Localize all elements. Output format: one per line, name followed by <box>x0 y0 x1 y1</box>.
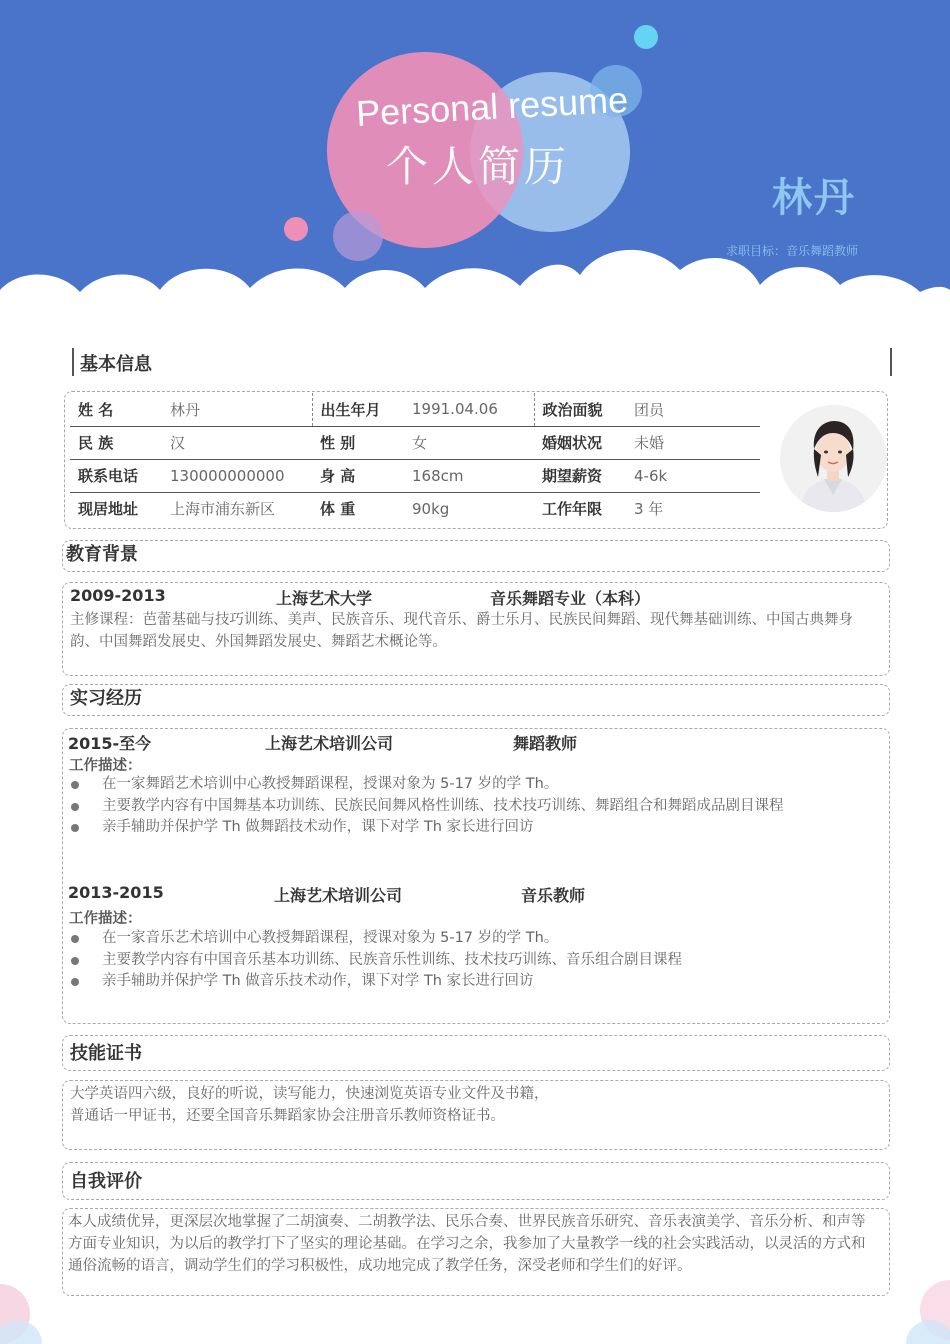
info-value: 未婚 <box>634 434 665 452</box>
job-position: 音乐教师 <box>521 886 586 905</box>
education-period: 2009-2013 <box>70 586 166 605</box>
cyan-dot <box>634 25 658 49</box>
basic-left-bar <box>72 348 74 376</box>
job-desc-list <box>70 928 682 993</box>
info-value: 汉 <box>170 434 186 452</box>
self-eval-text: 本人成绩优异，更深层次地掌握了二胡演奏、二胡教学法、民乐合奏、世界民族音乐研究、音乐表演美学、音乐分析、和声等方面专业知识，为以后的教学打下了坚实的理论基础。在学习之余，我参加了大量教学一线的社会实践活动，以灵活的方式和通俗流畅的语言，调动学生们的学习积极性，成功地完成了教学任务，深受老师和学生们的好评。 <box>68 1214 866 1274</box>
info-value: 168cm <box>412 466 464 485</box>
info-row <box>70 393 760 426</box>
education-major: 音乐舞蹈专业（本科） <box>490 589 651 608</box>
job-company: 上海艺术培训公司 <box>265 734 394 753</box>
skills-title: 技能证书 <box>70 1043 142 1064</box>
info-value: 1991.04.06 <box>404 393 534 426</box>
self-eval-title: 自我评价 <box>70 1171 142 1192</box>
job-desc-list <box>70 774 784 839</box>
job-desc-label: 工作描述： <box>69 911 142 927</box>
info-value: 3 年 <box>634 500 664 519</box>
info-label: 期望薪资 <box>542 467 603 485</box>
list-item: 主要教学内容有中国舞基本功训练、民族民间舞风格性训练、技术技巧训练、舞蹈组合和舞蹈成品剧目课程 <box>70 796 784 818</box>
info-label: 民 族 <box>78 434 114 452</box>
info-label: 身 高 <box>320 467 356 485</box>
info-label: 工作年限 <box>542 500 603 519</box>
list-item: 主要教学内容有中国音乐基本功训练、民族音乐性训练、技术技巧训练、音乐组合剧目课程 <box>70 950 682 972</box>
skills-line: 普通话一甲证书，还要全国音乐舞蹈家协会注册音乐教师资格证书。 <box>70 1108 505 1124</box>
decorative-bubbles <box>0 1280 950 1344</box>
info-value: 女 <box>412 434 428 452</box>
job-period: 2015-至今 <box>68 734 152 753</box>
info-value: 4-6k <box>634 466 668 485</box>
basic-info-title: 基本信息 <box>80 354 152 375</box>
skills-title-box <box>62 1035 890 1071</box>
info-label: 政治面貌 <box>542 400 603 419</box>
info-row <box>70 459 760 492</box>
education-school: 上海艺术大学 <box>276 589 373 608</box>
info-label: 体 重 <box>320 500 356 519</box>
info-value: 林丹 <box>162 393 312 426</box>
profile-photo-icon <box>780 405 887 512</box>
info-label: 姓 名 <box>78 400 114 419</box>
info-value: 团员 <box>634 400 665 419</box>
info-label: 婚姻状况 <box>542 434 603 452</box>
avatar <box>780 405 887 512</box>
info-row <box>70 492 760 525</box>
info-value: 上海市浦东新区 <box>170 500 276 519</box>
education-courses: 主修课程：芭蕾基础与技巧训练、美声、民族音乐、现代音乐、爵士乐月、民族民间舞蹈、现代舞基础训练、中国古典舞身韵、中国舞蹈发展史、外国舞蹈发展史、舞蹈艺术概论等。 <box>70 612 853 650</box>
info-value: 90kg <box>412 499 450 518</box>
resume-title-en: Personal resume <box>355 78 629 135</box>
basic-info-table <box>70 393 760 525</box>
candidate-name: 林丹 <box>772 175 856 221</box>
info-label: 联系电话 <box>78 467 139 485</box>
objective-label: 求职目标： <box>726 244 787 258</box>
info-value: 130000000000 <box>170 466 285 485</box>
resume-title-cn: 个人简历 <box>386 142 571 191</box>
job-company: 上海艺术培训公司 <box>274 886 403 905</box>
info-label: 现居地址 <box>78 500 139 519</box>
objective-value: 音乐舞蹈教师 <box>786 244 859 258</box>
job-desc-label: 工作描述： <box>69 758 142 774</box>
internship-title: 实习经历 <box>70 688 142 709</box>
info-label: 出生年月 <box>320 400 381 419</box>
info-label: 性 别 <box>320 434 356 452</box>
internship-title-box <box>62 684 890 716</box>
list-item: 亲手辅助并保护学 Th 做舞蹈技术动作，课下对学 Th 家长进行回访 <box>70 817 784 839</box>
education-title-box <box>62 540 890 572</box>
job-period: 2013-2015 <box>68 883 164 902</box>
basic-right-bar <box>890 348 892 376</box>
self-eval-title-box <box>62 1162 890 1200</box>
info-row <box>70 426 760 459</box>
education-title: 教育背景 <box>66 544 138 565</box>
list-item: 在一家音乐艺术培训中心教授舞蹈课程，授课对象为 5-17 岁的学 Th。 <box>70 928 682 950</box>
job-objective <box>726 242 858 259</box>
list-item: 在一家舞蹈艺术培训中心教授舞蹈课程，授课对象为 5-17 岁的学 Th。 <box>70 774 784 796</box>
list-item: 亲手辅助并保护学 Th 做音乐技术动作，课下对学 Th 家长进行回访 <box>70 971 682 993</box>
job-position: 舞蹈教师 <box>513 734 578 753</box>
skills-line: 大学英语四六级，良好的听说，读写能力，快速浏览英语专业文件及书籍， <box>70 1086 549 1102</box>
